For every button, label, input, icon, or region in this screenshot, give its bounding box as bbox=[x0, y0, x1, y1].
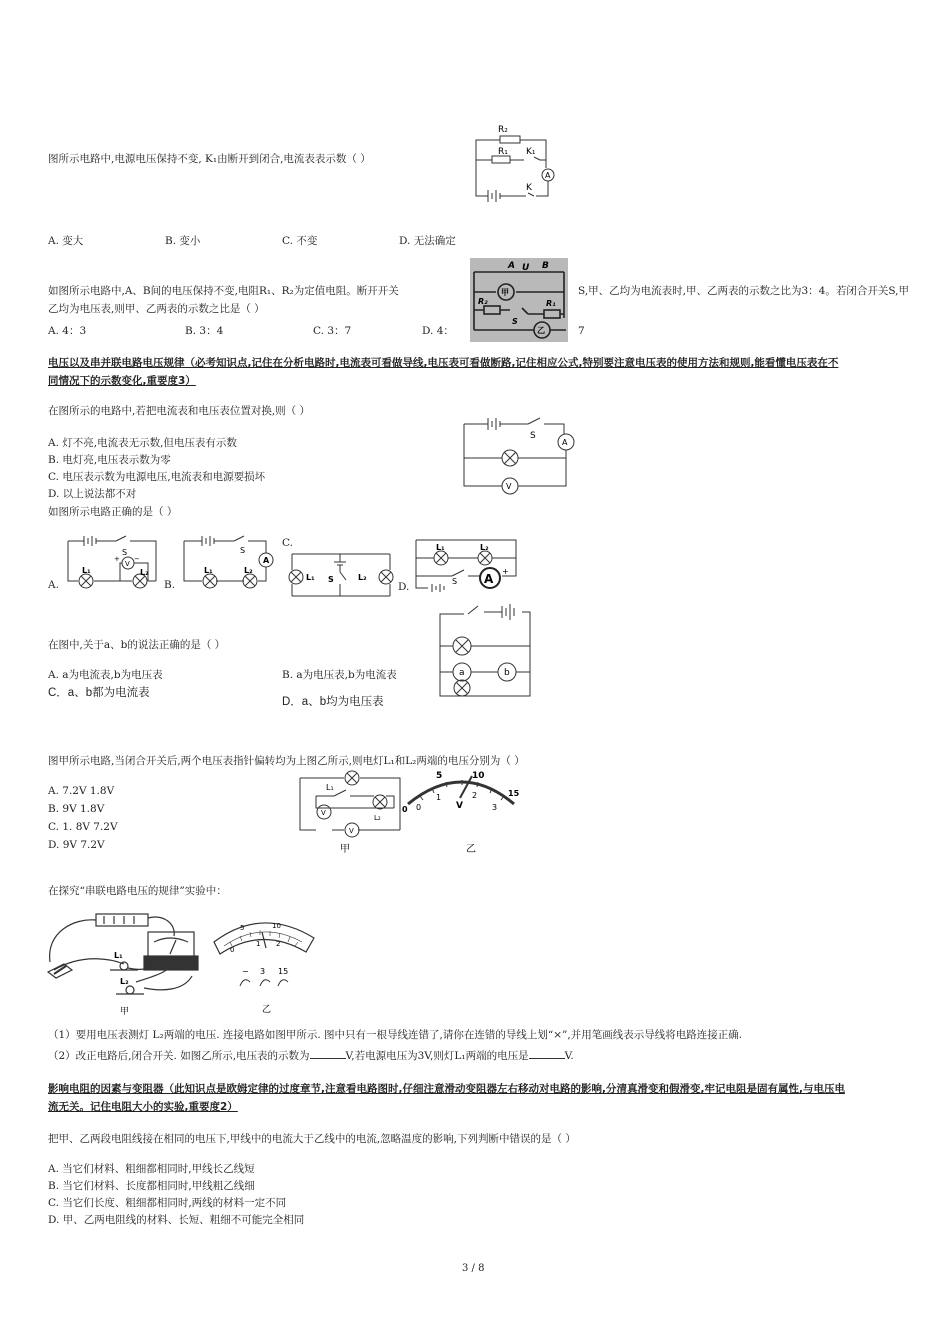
q4-option-a-label: A. bbox=[48, 579, 59, 591]
q7-figure bbox=[44, 912, 324, 1016]
q4a-s-label: S bbox=[122, 548, 128, 557]
q7-l1-label: L₁ bbox=[114, 951, 123, 960]
q6-l1-label: L₁ bbox=[326, 783, 334, 792]
q7-blank-1[interactable] bbox=[310, 1048, 346, 1059]
q2-s-label: S bbox=[512, 317, 518, 326]
q2-line2: 乙均为电压表,则甲、乙两表的示数之比是（ ） bbox=[48, 303, 265, 315]
q1-r1-label: R₁ bbox=[498, 147, 508, 157]
q6-figure bbox=[296, 768, 520, 856]
q3-s-label: S bbox=[530, 431, 536, 441]
q2-stem-left: 如图所示电路中,A、B间的电压保持不变,电阻R₁、R₂为定值电阻。断开开关 bbox=[48, 285, 399, 297]
q7-part2-a: （2）改正电路后,闭合开关. 如图乙所示,电压表的示数为 bbox=[48, 1050, 310, 1062]
q7-tick-2: 2 bbox=[276, 940, 281, 948]
r1-resistor bbox=[492, 156, 510, 163]
q5-option-d: D．a、b均为电压表 bbox=[282, 696, 384, 708]
q2-yi-label: 乙 bbox=[537, 326, 545, 335]
q8-stem: 把甲、乙两段电阻线接在相同的电压下,甲线中的电流大于乙线中的电流,忽略温度的影响,下列判断中错误的是（ ） bbox=[48, 1133, 576, 1145]
q6-v1-label: V bbox=[321, 809, 326, 817]
q2-option-d: D. 4： bbox=[422, 325, 454, 337]
q7-term-15: 15 bbox=[278, 967, 289, 976]
q5-a-label: a bbox=[459, 668, 465, 678]
q2-jia-label: 甲 bbox=[501, 288, 509, 297]
q2-option-b: B. 3：4 bbox=[185, 325, 224, 337]
q4d-s-label: S bbox=[452, 577, 458, 586]
q4a-plus-label: + bbox=[114, 555, 120, 563]
q4-circuit-a bbox=[64, 535, 160, 591]
q4b-l2-label: L₂ bbox=[244, 566, 253, 575]
q3-option-a: A. 灯不亮,电流表无示数,但电压表有示数 bbox=[48, 437, 237, 449]
q4d-a-label: A bbox=[484, 572, 494, 586]
q5-option-c: C．a、b都为电流表 bbox=[48, 687, 150, 699]
q4-option-d-label: D. bbox=[398, 581, 410, 593]
q3-circuit-diagram bbox=[460, 416, 580, 498]
page-number: 3 / 8 bbox=[462, 1263, 485, 1274]
q1-r2-label: R₂ bbox=[498, 125, 508, 135]
q1-k1-label: K₁ bbox=[526, 147, 536, 157]
q2-a-label: A bbox=[508, 261, 515, 271]
q7-yi-label: 乙 bbox=[262, 1005, 272, 1015]
q1-option-c: C. 不变 bbox=[282, 235, 318, 247]
section-resistance-heading-line2: 流无关。记住电阻大小的实验,重要度2） bbox=[48, 1101, 238, 1113]
q5-option-a: A. a为电流表,b为电压表 bbox=[48, 669, 163, 681]
q3-option-d: D. 以上说法都不对 bbox=[48, 488, 137, 500]
q7-tick-5: 5 bbox=[240, 924, 245, 932]
q4c-s-label: S bbox=[328, 575, 334, 584]
q4d-l1-label: L₁ bbox=[436, 543, 445, 552]
q7-part2-c: V. bbox=[564, 1050, 574, 1062]
q3-option-b: B. 电灯亮,电压表示数为零 bbox=[48, 454, 171, 466]
q7-part2 bbox=[48, 1048, 574, 1063]
q2-option-c: C. 3：7 bbox=[313, 325, 352, 337]
q6-v2-label: V bbox=[349, 827, 354, 835]
q4a-l2-label: L₂ bbox=[140, 568, 149, 577]
q6-option-a: A. 7.2V 1.8V bbox=[48, 785, 115, 797]
q5-circuit-diagram bbox=[432, 600, 536, 700]
q3-stem: 在图所示的电路中,若把电流表和电压表位置对换,则（ ） bbox=[48, 405, 311, 417]
q6-tick-5: 5 bbox=[436, 771, 443, 781]
q7-tick-1: 1 bbox=[256, 940, 261, 948]
q4c-l1-label: L₁ bbox=[306, 573, 315, 582]
q6-jia-label: 甲 bbox=[340, 844, 350, 855]
q2-b-label: B bbox=[542, 261, 549, 271]
q3-option-c: C. 电压表示数为电源电压,电流表和电源要损坏 bbox=[48, 471, 266, 483]
q1-circuit-diagram bbox=[470, 120, 560, 205]
q6-tick-b2: 2 bbox=[472, 791, 478, 800]
q7-term-3: 3 bbox=[260, 967, 266, 976]
q8-option-c: C. 当它们长度、粗细都相同时,两线的材料一定不同 bbox=[48, 1197, 287, 1209]
q6-meter-v: V bbox=[456, 801, 463, 811]
r2-resistor bbox=[500, 136, 520, 143]
q6-option-c: C. 1. 8V 7.2V bbox=[48, 821, 118, 833]
q4b-l1-label: L₁ bbox=[204, 566, 213, 575]
q3-a-label: A bbox=[562, 438, 568, 447]
q2-u-label: U bbox=[522, 263, 530, 273]
q8-option-a: A. 当它们材料、粗细都相同时,甲线长乙线短 bbox=[48, 1163, 255, 1175]
q4a-l1-label: L₁ bbox=[82, 566, 91, 575]
q4-circuit-b bbox=[180, 535, 276, 591]
section-voltage-heading-line2: 同情况下的示数变化,重要度3） bbox=[48, 375, 196, 387]
q6-tick-b0: 0 bbox=[416, 803, 422, 812]
q4d-l2-label: L₂ bbox=[480, 543, 489, 552]
q3-v-label: V bbox=[506, 482, 512, 491]
q2-option-d-tail: 7 bbox=[578, 325, 585, 337]
q1-option-a: A. 变大 bbox=[48, 235, 84, 247]
q5-stem: 在图中,关于a、b的说法正确的是（ ） bbox=[48, 639, 226, 651]
q7-blank-2[interactable] bbox=[529, 1048, 565, 1059]
q1-ammeter-label: A bbox=[545, 171, 551, 180]
q6-tick-15: 15 bbox=[508, 789, 520, 798]
q4-circuit-c bbox=[286, 550, 396, 600]
q4b-s-label: S bbox=[240, 546, 246, 555]
q6-tick-left-0: 0 bbox=[402, 805, 408, 814]
q7-term-minus: − bbox=[242, 967, 249, 976]
section-resistance-heading-line1: 影响电阻的因素与变阻器（此知识点是欧姆定律的过度章节,注意看电路图时,仔细注意滑动变阻器左右移动对电路的影响,分清真滑变和假滑变,牢记电阻是固有属性,与电压电 bbox=[48, 1083, 845, 1095]
q7-tick-0: 0 bbox=[230, 946, 235, 954]
q6-option-b: B. 9V 1.8V bbox=[48, 803, 105, 815]
q4-stem: 如图所示电路正确的是（ ） bbox=[48, 506, 178, 518]
q2-stem-right: S,甲、乙均为电流表时,甲、乙两表的示数之比为3：4。若闭合开关S,甲 bbox=[578, 285, 910, 297]
q7-part2-b: V,若电源电压为3V,则灯L₁两端的电压是 bbox=[345, 1050, 529, 1062]
q2-option-a: A. 4：3 bbox=[48, 325, 87, 337]
q1-stem: 图所示电路中,电源电压保持不变, K₁由断开到闭合,电流表表示数（ ） bbox=[48, 153, 371, 165]
q1-option-b: B. 变小 bbox=[165, 235, 201, 247]
q2-r1-label: R₁ bbox=[546, 299, 556, 308]
q5-option-b: B. a为电压表,b为电流表 bbox=[282, 669, 397, 681]
q4-option-c-label: C. bbox=[282, 537, 293, 549]
q8-option-b: B. 当它们材料、长度都相同时,甲线粗乙线细 bbox=[48, 1180, 255, 1192]
q7-tick-10: 10 bbox=[272, 922, 281, 930]
q4-circuit-d bbox=[412, 536, 522, 592]
q6-yi-label: 乙 bbox=[466, 844, 476, 855]
q6-stem: 图甲所示电路,当闭合开关后,两个电压表指针偏转均为上图乙所示,则电灯L₁和L₂两端的电压分别为（ ） bbox=[48, 755, 525, 767]
q6-tick-b1: 1 bbox=[436, 793, 442, 802]
q4-option-b-label: B. bbox=[164, 579, 176, 591]
q1-option-d: D. 无法确定 bbox=[399, 235, 456, 247]
q7-l2-label: L₂ bbox=[120, 977, 129, 986]
q6-tick-10: 10 bbox=[472, 771, 485, 781]
q7-part1: （1）要用电压表测灯 L₂两端的电压. 连接电路如图甲所示. 图中只有一根导线连错了,请你在连错的导线上划“×”,并用笔画线表示导线将电路连接正确. bbox=[48, 1029, 743, 1041]
q6-tick-b3: 3 bbox=[492, 803, 498, 812]
section-voltage-heading-line1: 电压以及串并联电路电压规律（必考知识点,记住在分析电路时,电流表可看做导线,电压表可看做断路,记住相应公式,特别要注意电压表的使用方法和规则,能看懂电压表在不 bbox=[48, 357, 839, 369]
q1-k-label: K bbox=[526, 183, 532, 193]
q8-option-d: D. 甲、乙两电阻线的材料、长短、粗细不可能完全相同 bbox=[48, 1214, 305, 1226]
q5-b-label: b bbox=[504, 668, 510, 678]
q4b-a-label: A bbox=[263, 556, 270, 565]
q6-option-d: D. 9V 7.2V bbox=[48, 839, 105, 851]
q4d-plus-label: + bbox=[502, 567, 509, 576]
q4a-minus-label: − bbox=[134, 555, 140, 563]
q2-circuit-photo bbox=[470, 258, 568, 342]
q7-stem: 在探究“串联电路电压的规律”实验中： bbox=[48, 885, 227, 897]
q2-r2-label: R₂ bbox=[478, 297, 488, 306]
q4c-l2-label: L₂ bbox=[358, 573, 367, 582]
q6-l2-label: L₂ bbox=[374, 814, 381, 822]
q7-jia-label: 甲 bbox=[120, 1007, 130, 1017]
q4a-v-label: V bbox=[125, 560, 130, 568]
